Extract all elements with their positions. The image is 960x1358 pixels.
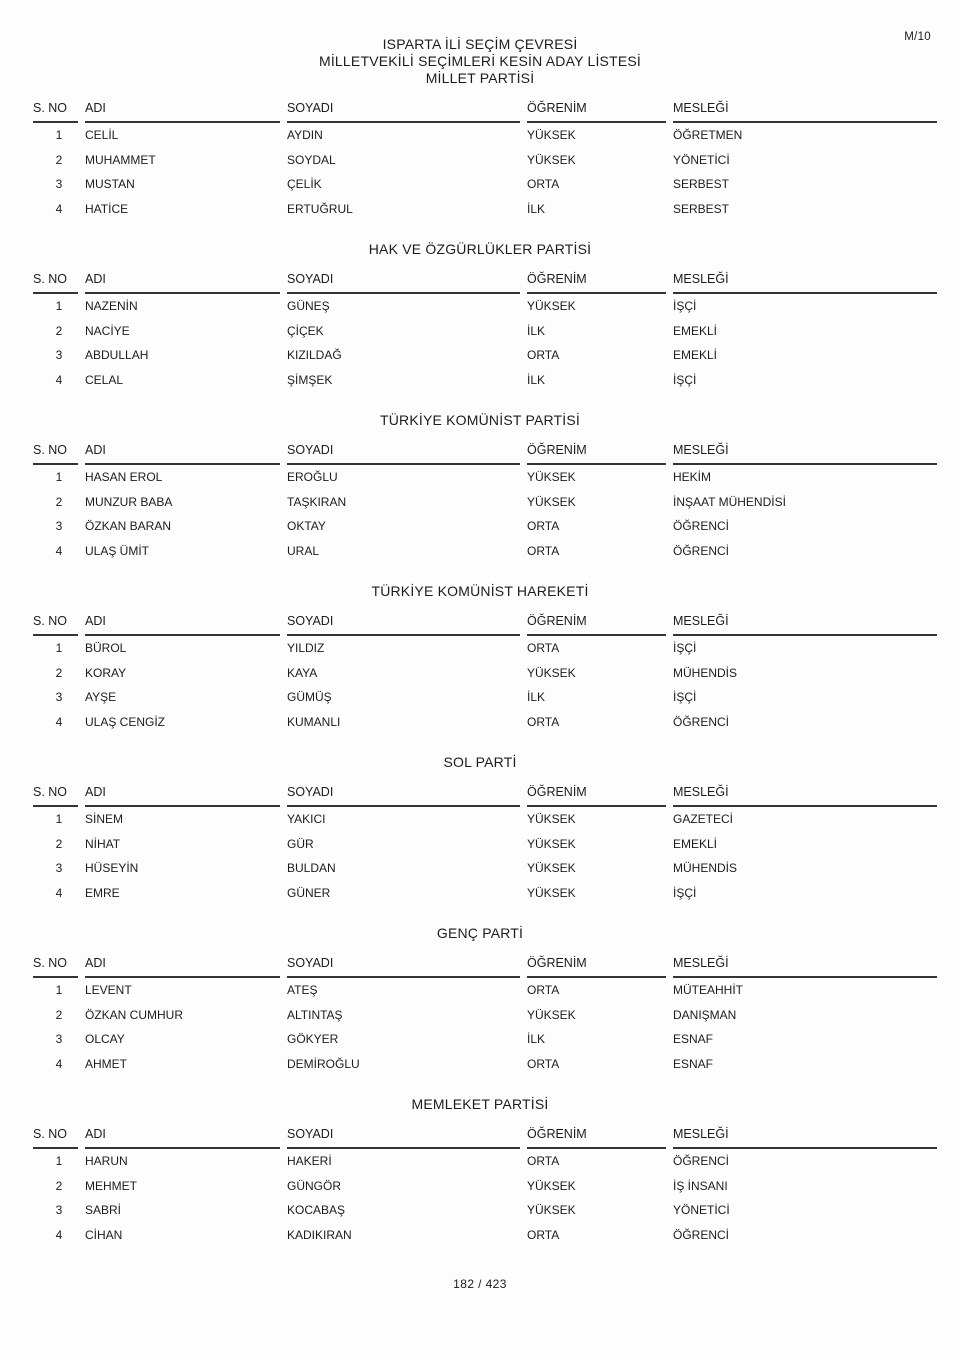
table-body bbox=[33, 636, 937, 734]
cell-adi: OLCAY bbox=[85, 1032, 125, 1047]
cell-soyadi: GÜNEŞ bbox=[287, 299, 330, 314]
cell-soyadi: ALTINTAŞ bbox=[287, 1007, 343, 1022]
candidate-row bbox=[33, 1027, 937, 1052]
cell-meslegi: ÖĞRENCİ bbox=[673, 714, 730, 729]
cell-soyadi: KAYA bbox=[287, 665, 318, 680]
party-title: TÜRKİYE KOMÜNİST HAREKETİ bbox=[371, 583, 589, 599]
cell-soyadi: ÇİÇEK bbox=[287, 323, 324, 338]
col-header-ogrenim: ÖĞRENİM bbox=[527, 101, 666, 123]
cell-soyadi: ATEŞ bbox=[287, 983, 318, 998]
col-header-ogrenim: ÖĞRENİM bbox=[527, 1127, 666, 1149]
cell-meslegi: EMEKLİ bbox=[673, 323, 718, 338]
table-header-row bbox=[33, 438, 937, 465]
cell-adi: SİNEM bbox=[85, 812, 124, 827]
candidate-row bbox=[33, 514, 937, 539]
cell-sno: 1 bbox=[55, 641, 63, 656]
candidate-row bbox=[33, 978, 937, 1003]
candidate-row bbox=[33, 539, 937, 564]
candidate-row bbox=[33, 294, 937, 319]
cell-adi: NAZENİN bbox=[85, 299, 138, 314]
candidate-row bbox=[33, 636, 937, 661]
candidate-row bbox=[33, 1223, 937, 1248]
party-section bbox=[0, 583, 960, 734]
cell-meslegi: ÖĞRENCİ bbox=[673, 543, 730, 558]
cell-soyadi: GÜNER bbox=[287, 885, 331, 900]
candidate-table bbox=[33, 780, 937, 905]
cell-adi: BÜROL bbox=[85, 641, 127, 656]
cell-ogrenim: YÜKSEK bbox=[527, 885, 576, 900]
candidate-row bbox=[33, 881, 937, 906]
table-header-row bbox=[33, 609, 937, 636]
cell-sno: 3 bbox=[55, 690, 63, 705]
col-header-sno: S. NO bbox=[33, 272, 78, 294]
cell-soyadi: HAKERİ bbox=[287, 1154, 332, 1169]
party-section bbox=[0, 925, 960, 1076]
col-header-adi: ADI bbox=[85, 101, 280, 123]
cell-adi: LEVENT bbox=[85, 983, 132, 998]
col-header-soyadi: SOYADI bbox=[287, 785, 520, 807]
candidate-row bbox=[33, 661, 937, 686]
table-body bbox=[33, 807, 937, 905]
candidate-table bbox=[33, 438, 937, 563]
col-header-sno: S. NO bbox=[33, 1127, 78, 1149]
cell-meslegi: İNŞAAT MÜHENDİSİ bbox=[673, 494, 786, 509]
col-header-meslegi: MESLEĞİ bbox=[673, 956, 937, 978]
cell-sno: 1 bbox=[55, 128, 63, 143]
title-block bbox=[0, 0, 960, 70]
col-header-meslegi: MESLEĞİ bbox=[673, 614, 937, 636]
cell-soyadi: BULDAN bbox=[287, 861, 336, 876]
party-title: HAK VE ÖZGÜRLÜKLER PARTİSİ bbox=[368, 241, 592, 257]
cell-meslegi: İŞÇİ bbox=[673, 299, 697, 314]
cell-meslegi: MÜHENDİS bbox=[673, 665, 738, 680]
table-header-row bbox=[33, 951, 937, 978]
candidate-row bbox=[33, 197, 937, 222]
cell-meslegi: ÖĞRENCİ bbox=[673, 1154, 730, 1169]
cell-adi: ÖZKAN CUMHUR bbox=[85, 1007, 183, 1022]
cell-adi: HASAN EROL bbox=[85, 470, 163, 485]
cell-adi: ABDULLAH bbox=[85, 348, 149, 363]
cell-ogrenim: YÜKSEK bbox=[527, 494, 576, 509]
cell-sno: 3 bbox=[55, 861, 63, 876]
cell-adi: NİHAT bbox=[85, 836, 121, 851]
cell-sno: 4 bbox=[55, 1227, 63, 1242]
cell-ogrenim: YÜKSEK bbox=[527, 1178, 576, 1193]
col-header-meslegi: MESLEĞİ bbox=[673, 101, 937, 123]
cell-ogrenim: ORTA bbox=[527, 348, 560, 363]
party-section bbox=[0, 1096, 960, 1247]
cell-adi: KORAY bbox=[85, 665, 127, 680]
cell-soyadi: KUMANLI bbox=[287, 714, 341, 729]
cell-sno: 1 bbox=[55, 299, 63, 314]
cell-meslegi: ESNAF bbox=[673, 1032, 714, 1047]
cell-ogrenim: ORTA bbox=[527, 543, 560, 558]
candidate-table bbox=[33, 96, 937, 221]
cell-meslegi: SERBEST bbox=[673, 177, 730, 192]
cell-sno: 2 bbox=[55, 152, 63, 167]
cell-adi: ULAŞ CENGİZ bbox=[85, 714, 166, 729]
candidate-table bbox=[33, 267, 937, 392]
cell-sno: 2 bbox=[55, 1007, 63, 1022]
cell-meslegi: İŞÇİ bbox=[673, 690, 697, 705]
cell-ogrenim: İLK bbox=[527, 372, 546, 387]
cell-sno: 2 bbox=[55, 836, 63, 851]
candidate-row bbox=[33, 343, 937, 368]
cell-meslegi: MÜTEAHHİT bbox=[673, 983, 743, 998]
cell-meslegi: YÖNETİCİ bbox=[673, 1203, 730, 1218]
cell-soyadi: KOCABAŞ bbox=[287, 1203, 346, 1218]
party-title: MİLLET PARTİSİ bbox=[425, 70, 535, 86]
candidate-row bbox=[33, 319, 937, 344]
cell-ogrenim: YÜKSEK bbox=[527, 836, 576, 851]
candidate-row bbox=[33, 148, 937, 173]
cell-meslegi: MÜHENDİS bbox=[673, 861, 738, 876]
party-title: SOL PARTİ bbox=[443, 754, 517, 770]
candidate-row bbox=[33, 710, 937, 735]
cell-meslegi: ÖĞRENCİ bbox=[673, 519, 730, 534]
cell-ogrenim: YÜKSEK bbox=[527, 812, 576, 827]
col-header-ogrenim: ÖĞRENİM bbox=[527, 443, 666, 465]
party-section bbox=[0, 70, 960, 221]
party-sections bbox=[0, 70, 960, 1247]
cell-sno: 2 bbox=[55, 494, 63, 509]
cell-soyadi: YILDIZ bbox=[287, 641, 325, 656]
table-header-row bbox=[33, 267, 937, 294]
col-header-soyadi: SOYADI bbox=[287, 101, 520, 123]
cell-soyadi: KADIKIRAN bbox=[287, 1227, 352, 1242]
cell-sno: 2 bbox=[55, 665, 63, 680]
table-body bbox=[33, 294, 937, 392]
col-header-sno: S. NO bbox=[33, 785, 78, 807]
table-body bbox=[33, 465, 937, 563]
cell-sno: 1 bbox=[55, 812, 63, 827]
table-body bbox=[33, 978, 937, 1076]
party-title: MEMLEKET PARTİSİ bbox=[411, 1096, 549, 1112]
cell-ogrenim: ORTA bbox=[527, 1227, 560, 1242]
cell-adi: EMRE bbox=[85, 885, 120, 900]
col-header-meslegi: MESLEĞİ bbox=[673, 785, 937, 807]
cell-adi: HARUN bbox=[85, 1154, 128, 1169]
cell-ogrenim: YÜKSEK bbox=[527, 665, 576, 680]
col-header-adi: ADI bbox=[85, 614, 280, 636]
cell-ogrenim: YÜKSEK bbox=[527, 470, 576, 485]
cell-ogrenim: ORTA bbox=[527, 714, 560, 729]
table-body bbox=[33, 123, 937, 221]
cell-adi: ÖZKAN BARAN bbox=[85, 519, 172, 534]
cell-adi: MUHAMMET bbox=[85, 152, 156, 167]
cell-ogrenim: YÜKSEK bbox=[527, 299, 576, 314]
title-line-province: ISPARTA İLİ SEÇİM ÇEVRESİ bbox=[382, 36, 578, 52]
cell-ogrenim: İLK bbox=[527, 323, 546, 338]
cell-soyadi: TAŞKIRAN bbox=[287, 494, 347, 509]
col-header-ogrenim: ÖĞRENİM bbox=[527, 272, 666, 294]
cell-ogrenim: YÜKSEK bbox=[527, 861, 576, 876]
cell-adi: CİHAN bbox=[85, 1227, 123, 1242]
cell-sno: 3 bbox=[55, 1032, 63, 1047]
table-body bbox=[33, 1149, 937, 1247]
col-header-soyadi: SOYADI bbox=[287, 956, 520, 978]
candidate-row bbox=[33, 807, 937, 832]
cell-ogrenim: ORTA bbox=[527, 1154, 560, 1169]
col-header-meslegi: MESLEĞİ bbox=[673, 1127, 937, 1149]
cell-sno: 4 bbox=[55, 714, 63, 729]
col-header-soyadi: SOYADI bbox=[287, 443, 520, 465]
cell-sno: 4 bbox=[55, 543, 63, 558]
cell-sno: 4 bbox=[55, 1056, 63, 1071]
page-number: 182 / 423 bbox=[453, 1277, 507, 1291]
cell-meslegi: EMEKLİ bbox=[673, 348, 718, 363]
candidate-row bbox=[33, 1149, 937, 1174]
cell-ogrenim: İLK bbox=[527, 690, 546, 705]
cell-meslegi: İŞ İNSANI bbox=[673, 1178, 728, 1193]
cell-soyadi: GÜR bbox=[287, 836, 314, 851]
cell-adi: CELİL bbox=[85, 128, 119, 143]
candidate-row bbox=[33, 1003, 937, 1028]
cell-meslegi: YÖNETİCİ bbox=[673, 152, 730, 167]
candidate-table bbox=[33, 609, 937, 734]
col-header-sno: S. NO bbox=[33, 614, 78, 636]
cell-meslegi: DANIŞMAN bbox=[673, 1007, 737, 1022]
cell-sno: 1 bbox=[55, 1154, 63, 1169]
cell-soyadi: YAKICI bbox=[287, 812, 326, 827]
cell-meslegi: HEKİM bbox=[673, 470, 712, 485]
cell-adi: MUNZUR BABA bbox=[85, 494, 173, 509]
col-header-adi: ADI bbox=[85, 785, 280, 807]
cell-ogrenim: ORTA bbox=[527, 983, 560, 998]
cell-adi: AHMET bbox=[85, 1056, 127, 1071]
cell-soyadi: OKTAY bbox=[287, 519, 326, 534]
col-header-sno: S. NO bbox=[33, 443, 78, 465]
cell-soyadi: EROĞLU bbox=[287, 470, 338, 485]
cell-meslegi: ESNAF bbox=[673, 1056, 714, 1071]
cell-ogrenim: ORTA bbox=[527, 641, 560, 656]
cell-soyadi: ÇELİK bbox=[287, 177, 322, 192]
party-section bbox=[0, 754, 960, 905]
cell-meslegi: ÖĞRENCİ bbox=[673, 1227, 730, 1242]
cell-ogrenim: ORTA bbox=[527, 519, 560, 534]
candidate-row bbox=[33, 123, 937, 148]
cell-adi: HÜSEYİN bbox=[85, 861, 139, 876]
col-header-adi: ADI bbox=[85, 443, 280, 465]
col-header-soyadi: SOYADI bbox=[287, 614, 520, 636]
candidate-row bbox=[33, 832, 937, 857]
cell-sno: 2 bbox=[55, 323, 63, 338]
cell-meslegi: İŞÇİ bbox=[673, 885, 697, 900]
cell-adi: CELAL bbox=[85, 372, 124, 387]
cell-adi: NACİYE bbox=[85, 323, 130, 338]
cell-adi: MEHMET bbox=[85, 1178, 137, 1193]
cell-sno: 3 bbox=[55, 177, 63, 192]
col-header-meslegi: MESLEĞİ bbox=[673, 443, 937, 465]
cell-soyadi: URAL bbox=[287, 543, 320, 558]
candidate-row bbox=[33, 685, 937, 710]
col-header-ogrenim: ÖĞRENİM bbox=[527, 614, 666, 636]
table-header-row bbox=[33, 1122, 937, 1149]
cell-ogrenim: YÜKSEK bbox=[527, 128, 576, 143]
cell-ogrenim: YÜKSEK bbox=[527, 152, 576, 167]
candidate-table bbox=[33, 951, 937, 1076]
table-header-row bbox=[33, 96, 937, 123]
cell-soyadi: AYDIN bbox=[287, 128, 323, 143]
cell-sno: 3 bbox=[55, 519, 63, 534]
party-title: GENÇ PARTİ bbox=[436, 925, 524, 941]
cell-soyadi: SOYDAL bbox=[287, 152, 336, 167]
candidate-table bbox=[33, 1122, 937, 1247]
cell-soyadi: DEMİROĞLU bbox=[287, 1056, 360, 1071]
candidate-row bbox=[33, 1174, 937, 1199]
col-header-adi: ADI bbox=[85, 956, 280, 978]
col-header-meslegi: MESLEĞİ bbox=[673, 272, 937, 294]
candidate-row bbox=[33, 465, 937, 490]
cell-sno: 4 bbox=[55, 372, 63, 387]
cell-meslegi: ÖĞRETMEN bbox=[673, 128, 743, 143]
col-header-adi: ADI bbox=[85, 1127, 280, 1149]
title-line-list: MİLLETVEKİLİ SEÇİMLERİ KESİN ADAY LİSTESİ bbox=[318, 53, 642, 69]
party-section bbox=[0, 412, 960, 563]
col-header-ogrenim: ÖĞRENİM bbox=[527, 956, 666, 978]
cell-sno: 4 bbox=[55, 885, 63, 900]
cell-soyadi: KIZILDAĞ bbox=[287, 348, 342, 363]
cell-ogrenim: ORTA bbox=[527, 177, 560, 192]
party-section bbox=[0, 241, 960, 392]
cell-adi: AYŞE bbox=[85, 690, 117, 705]
candidate-row bbox=[33, 1052, 937, 1077]
cell-adi: SABRİ bbox=[85, 1203, 122, 1218]
col-header-sno: S. NO bbox=[33, 101, 78, 123]
candidate-row bbox=[33, 490, 937, 515]
cell-meslegi: GAZETECİ bbox=[673, 812, 734, 827]
cell-soyadi: ERTUĞRUL bbox=[287, 201, 353, 216]
col-header-soyadi: SOYADI bbox=[287, 272, 520, 294]
doc-code: M/10 bbox=[904, 31, 931, 43]
cell-ogrenim: YÜKSEK bbox=[527, 1203, 576, 1218]
cell-sno: 2 bbox=[55, 1178, 63, 1193]
cell-meslegi: İŞÇİ bbox=[673, 641, 697, 656]
cell-soyadi: ŞİMŞEK bbox=[287, 372, 333, 387]
cell-adi: ULAŞ ÜMİT bbox=[85, 543, 150, 558]
cell-sno: 3 bbox=[55, 1203, 63, 1218]
cell-meslegi: SERBEST bbox=[673, 201, 730, 216]
cell-adi: MUSTAN bbox=[85, 177, 135, 192]
col-header-adi: ADI bbox=[85, 272, 280, 294]
cell-soyadi: GÜMÜŞ bbox=[287, 690, 332, 705]
cell-ogrenim: İLK bbox=[527, 1032, 546, 1047]
candidate-row bbox=[33, 856, 937, 881]
cell-soyadi: GÜNGÖR bbox=[287, 1178, 341, 1193]
cell-meslegi: İŞÇİ bbox=[673, 372, 697, 387]
cell-sno: 1 bbox=[55, 983, 63, 998]
cell-meslegi: EMEKLİ bbox=[673, 836, 718, 851]
cell-sno: 1 bbox=[55, 470, 63, 485]
cell-soyadi: GÖKYER bbox=[287, 1032, 339, 1047]
candidate-row bbox=[33, 368, 937, 393]
party-title: TÜRKİYE KOMÜNİST PARTİSİ bbox=[379, 412, 581, 428]
cell-sno: 4 bbox=[55, 201, 63, 216]
col-header-soyadi: SOYADI bbox=[287, 1127, 520, 1149]
candidate-row bbox=[33, 1198, 937, 1223]
cell-sno: 3 bbox=[55, 348, 63, 363]
cell-ogrenim: YÜKSEK bbox=[527, 1007, 576, 1022]
cell-ogrenim: ORTA bbox=[527, 1056, 560, 1071]
table-header-row bbox=[33, 780, 937, 807]
cell-adi: HATİCE bbox=[85, 201, 129, 216]
col-header-sno: S. NO bbox=[33, 956, 78, 978]
candidate-row bbox=[33, 172, 937, 197]
col-header-ogrenim: ÖĞRENİM bbox=[527, 785, 666, 807]
cell-ogrenim: İLK bbox=[527, 201, 546, 216]
